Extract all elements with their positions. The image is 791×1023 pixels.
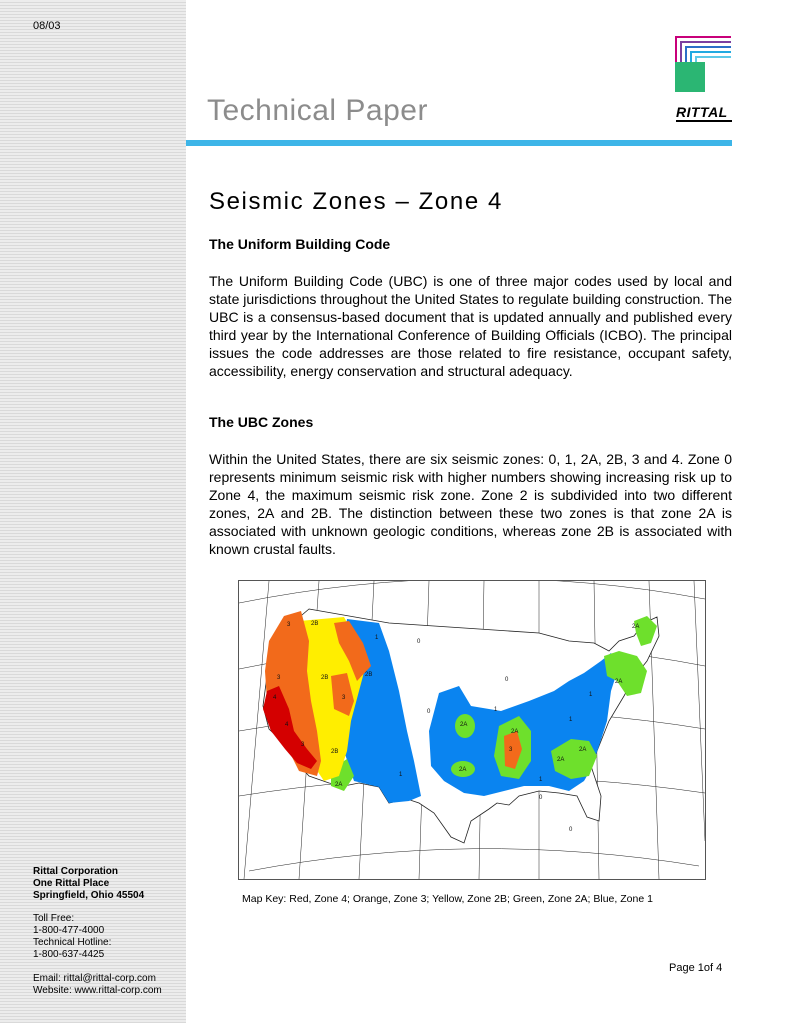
company-address: [33, 866, 144, 902]
svg-text:2A: 2A: [615, 679, 623, 685]
page-number: Page 1of 4: [669, 962, 723, 974]
company-name: Rittal Corporation: [33, 866, 118, 877]
header-rule: [186, 140, 732, 146]
svg-text:4: 4: [273, 695, 277, 701]
svg-text:1: 1: [589, 692, 593, 698]
svg-text:2A: 2A: [459, 767, 467, 773]
website-link[interactable]: Website: www.rittal-corp.com: [33, 985, 162, 996]
svg-text:2A: 2A: [511, 729, 519, 735]
svg-text:2A: 2A: [335, 782, 343, 788]
svg-text:2B: 2B: [365, 672, 373, 678]
paragraph-ubc: The Uniform Building Code (UBC) is one of three major codes used by local and state jurisdictions throughout the United States to regulate building construction. The UBC is a consensus-based document that is updated annually and published every third year by the International Conference of Building Officials (ICBO). The principal issues the code addresses are those related to fire resistance, occupant safety, accessibility, energy conservation and structural adequacy.: [209, 273, 732, 379]
svg-text:2A: 2A: [557, 757, 565, 763]
toll-free-label: Toll Free:: [33, 913, 75, 924]
svg-text:2B: 2B: [331, 749, 339, 755]
svg-text:2B: 2B: [321, 675, 329, 681]
svg-text:3: 3: [342, 695, 346, 701]
svg-text:0: 0: [569, 827, 573, 833]
web-contact: [33, 973, 162, 997]
svg-text:3: 3: [277, 675, 281, 681]
svg-text:2A: 2A: [579, 747, 587, 753]
email-link[interactable]: Email: rittal@rittal-corp.com: [33, 973, 156, 984]
rittal-wordmark: RITTAL: [676, 104, 728, 120]
svg-text:3: 3: [509, 747, 513, 753]
company-street: One Rittal Place: [33, 878, 110, 889]
wordmark-underline: [676, 120, 732, 122]
company-city: Springfield, Ohio 45504: [33, 890, 145, 901]
svg-text:1: 1: [375, 635, 379, 641]
toll-free-number: 1-800-477-4000: [33, 925, 105, 936]
section-heading-ubc: The Uniform Building Code: [209, 236, 391, 252]
svg-text:0: 0: [505, 677, 509, 683]
svg-text:0: 0: [417, 639, 421, 645]
svg-text:4: 4: [285, 722, 289, 728]
svg-text:1: 1: [569, 717, 573, 723]
page-title: Seismic Zones – Zone 4: [209, 188, 503, 215]
paragraph-zones: Within the United States, there are six seismic zones: 0, 1, 2A, 2B, 3 and 4. Zone 0 represents minimum seismic risk with higher numbers showing increasing risk up to Zone 4, the maximum seismic risk zone. Zone 2 is subdivided into two different zones, 2A and 2B. The distinction between these two zones is that zone 2A is associated with unknown geologic conditions, whereas zone 2B is associated with known crustal faults.: [209, 451, 732, 557]
hotline-number: 1-800-637-4425: [33, 949, 105, 960]
seismic-zone-map: [238, 580, 706, 880]
svg-text:0: 0: [539, 795, 543, 801]
svg-text:2A: 2A: [632, 624, 640, 630]
svg-text:1: 1: [539, 777, 543, 783]
svg-text:2B: 2B: [311, 621, 319, 627]
svg-text:2A: 2A: [460, 722, 468, 728]
svg-text:3: 3: [301, 742, 305, 748]
contact-info: [33, 913, 111, 961]
svg-text:3: 3: [287, 622, 291, 628]
svg-text:1: 1: [494, 707, 498, 713]
map-key-caption: Map Key: Red, Zone 4; Orange, Zone 3; Yellow, Zone 2B; Green, Zone 2A; Blue, Zone 1: [242, 893, 653, 905]
svg-text:0: 0: [427, 709, 431, 715]
section-heading-zones: The UBC Zones: [209, 414, 314, 430]
svg-text:1: 1: [399, 772, 403, 778]
document-type-heading: Technical Paper: [207, 94, 428, 127]
hotline-label: Technical Hotline:: [33, 937, 112, 948]
document-date: 08/03: [33, 20, 61, 32]
